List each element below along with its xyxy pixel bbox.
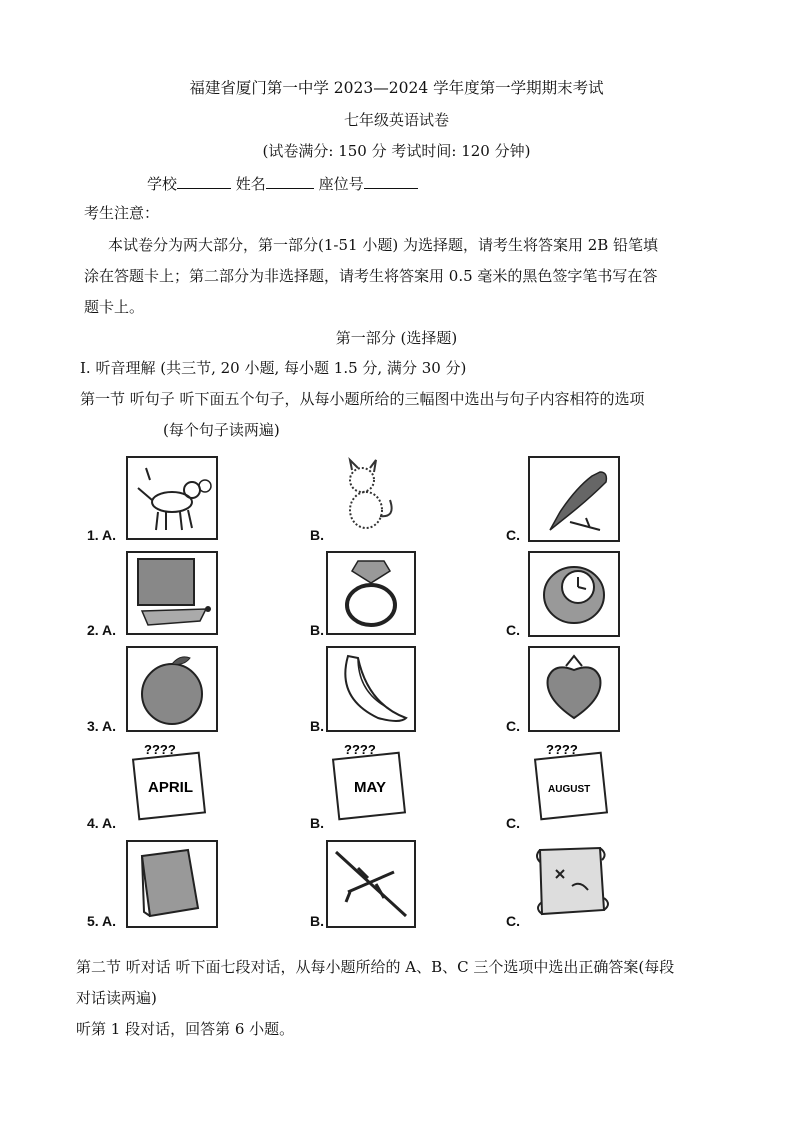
dog-icon [128,458,216,538]
q3-label-a: 3. A. [87,718,117,734]
cat-icon [326,456,412,536]
section2-title-line2: 对话读两遍) [76,989,157,1007]
q1-option-a[interactable] [126,456,218,540]
q1-option-c[interactable] [528,456,620,542]
map-icon [528,840,616,924]
calendar-august-icon [528,742,616,826]
calendar-rings: ???? [344,742,376,757]
seat-label: 座位号 [318,175,364,193]
calendar-month-label: APRIL [148,779,193,796]
q5-label-c: C. [506,913,520,929]
calendar-rings: ???? [144,742,176,757]
q1-label-c: C. [506,527,520,543]
banana-icon [328,648,414,730]
part1-heading: 第一部分 (选择题) [335,329,458,347]
q2-option-c[interactable] [528,551,620,637]
name-blank[interactable] [266,173,314,189]
q3-option-c[interactable] [528,646,620,732]
seat-blank[interactable] [364,173,418,189]
watch-icon [530,553,618,635]
book-icon [128,842,216,926]
q1-label-b: B. [310,527,324,543]
paper-subtitle: 七年级英语试卷 [343,111,449,129]
notice-heading: 考生注意： [84,204,160,222]
q2-label-a: 2. A. [87,622,117,638]
q4-label-c: C. [506,815,520,831]
school-blank[interactable] [177,173,231,189]
q5-label-b: B. [310,913,324,929]
q3-label-b: B. [310,718,324,734]
q5-option-c[interactable] [528,840,616,924]
bird-icon [530,458,618,540]
ring-icon [328,553,414,633]
name-label: 姓名 [235,175,266,193]
school-label: 学校 [147,175,178,193]
q4-label-b: B. [310,815,324,831]
notice-line-3: 题卡上。 [84,298,145,316]
notice-line-1: 本试卷分为两大部分，第一部分(1-51 小题) 为选择题，请考生将答案用 2B 铅笔填 [108,236,659,254]
q2-option-b[interactable] [326,551,416,635]
exam-title: 福建省厦门第一中学 2023—2024 学年度第一学期期末考试 [189,79,604,97]
q1-label-a: 1. A. [87,527,117,543]
calendar-month-label: MAY [354,779,386,796]
calendar-may-icon [326,742,412,826]
q3-label-c: C. [506,718,520,734]
q2-option-a[interactable] [126,551,218,635]
no-plane-icon [328,842,414,926]
q4-option-a[interactable] [126,742,214,826]
dialogue-1-prompt: 听第 1 段对话，回答第 6 小题。 [76,1020,295,1038]
q4-option-b[interactable] [326,742,412,826]
exam-info: (试卷满分: 150 分 考试时间: 120 分钟) [262,142,531,160]
q5-option-a[interactable] [126,840,218,928]
calendar-rings: ???? [546,742,578,757]
q2-label-c: C. [506,622,520,638]
q3-option-a[interactable] [126,646,218,732]
q3-option-b[interactable] [326,646,416,732]
q1-option-b[interactable] [326,456,412,536]
calendar-month-label: AUGUST [548,784,591,795]
listening-section-title: I. 听音理解 (共三节, 20 小题, 每小题 1.5 分, 满分 30 分) [80,359,467,377]
strawberry-icon [530,648,618,730]
section1-note: (每个句子读两遍) [163,421,280,439]
q4-label-a: 4. A. [87,815,117,831]
orange-icon [128,648,216,730]
notice-line-2: 涂在答题卡上；第二部分为非选择题，请考生将答案用 0.5 毫米的黑色签字笔书写在答 [84,267,658,285]
q5-option-b[interactable] [326,840,416,928]
calendar-april-icon [126,742,214,826]
section2-title-line1: 第二节 听对话 听下面七段对话，从每小题所给的 A、B、C 三个选项中选出正确答案(每段 [76,958,675,976]
q2-label-b: B. [310,622,324,638]
q5-label-a: 5. A. [87,913,117,929]
computer-icon [128,553,216,633]
q4-option-c[interactable] [528,742,616,826]
student-info-row [147,173,418,194]
section1-title: 第一节 听句子 听下面五个句子，从每小题所给的三幅图中选出与句子内容相符的选项 [80,390,645,408]
